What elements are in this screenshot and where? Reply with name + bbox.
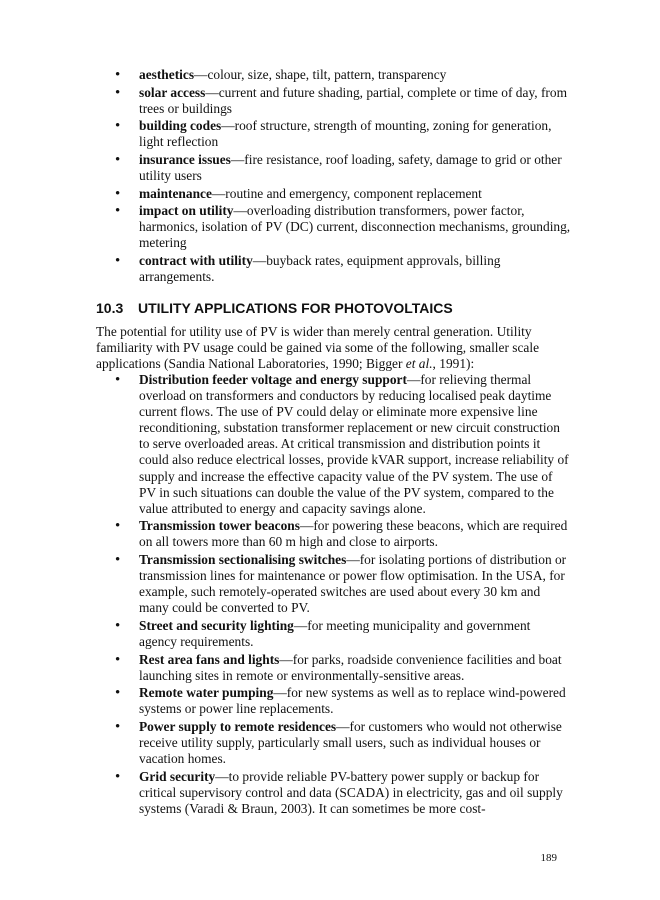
- list-item: [96, 552, 571, 616]
- list-item-term: Street and security lighting: [139, 617, 294, 633]
- intro-text-end: , 1991):: [432, 356, 475, 372]
- list-item-term: Remote water pumping: [139, 685, 274, 701]
- list-item: [96, 618, 571, 650]
- list-item-term: Power supply to remote residences: [139, 718, 337, 734]
- list-item-term: solar access: [139, 84, 206, 100]
- list-item-text: —for meeting municipality and government agency requirements.: [139, 617, 531, 649]
- list-item-text: —for isolating portions of distribution or transmission lines for maintenance or power flow optimisation. In the USA, for example, such remotely-operated switches are used about every 30 km and many could be converted to PV.: [139, 552, 567, 616]
- list-item-text: —for customers who would not otherwise receive utility supply, particularly small users, such as individual houses or vacation homes.: [139, 718, 562, 767]
- list-item-text: —to provide reliable PV-battery power supply or backup for critical supervisory control and data (SCADA) in electricity, gas and oil supply systems (Varadi & Braun, 2003). It can sometimes be more cost-: [139, 768, 563, 816]
- list-item-term: Transmission sectionalising switches: [139, 552, 347, 568]
- list-item-text: —current and future shading, partial, complete or time of day, from trees or buildings: [139, 84, 567, 116]
- list-item: [96, 203, 571, 251]
- list-item-text: —for relieving thermal overload on transformers and conductors by reducing localised peak daytime current flows. The use of PV could delay or eliminate more expensive line reconditioning, substation transformer replacement or new circuit construction to serve overloaded areas. At critical transmission and distribution points it could also reduce electrical losses, provide kVAR support, increase reliability of supply and increase the effective capacity value of the PV system. The use of PV in such situations can double the value of the PV system, compared to the value attributed to energy and capacity savings alone.: [139, 372, 569, 516]
- list-item: [96, 685, 571, 717]
- list-item-text: —overloading distribution transformers, power factor, harmonics, isolation of PV (DC) current, disconnection mechanisms, grounding, metering: [139, 203, 571, 251]
- list-item: [96, 372, 571, 517]
- list-item: [96, 152, 571, 184]
- intro-text: The potential for utility use of PV is wider than merely central generation. Utility familiarity with PV usage could be gained via some of the following, smaller scale applications (Sandia National Laboratories, 1990; Bigger: [96, 324, 540, 372]
- list-item: [96, 118, 571, 150]
- list-item: [96, 186, 571, 202]
- list-item-term: insurance issues: [139, 151, 231, 167]
- list-item-text: —for parks, roadside convenience facilities and boat launching sites in remote or environmentally-sensitive areas.: [139, 651, 562, 683]
- page-number: 189: [540, 852, 557, 864]
- list-item-term: building codes: [139, 118, 222, 134]
- list-item-text: —buyback rates, equipment approvals, billing arrangements.: [139, 253, 501, 285]
- list-item: [96, 769, 571, 817]
- list-item-text: —routine and emergency, component replacement: [211, 185, 482, 201]
- intro-paragraph: [96, 324, 571, 372]
- list-item-text: —roof structure, strength of mounting, zoning for generation, light reflection: [139, 118, 552, 150]
- utility-applications-list: [96, 372, 571, 819]
- list-item-text: —for powering these beacons, which are required on all towers more than 60 m high and close to airports.: [139, 518, 568, 550]
- section-number: 10.3: [96, 300, 124, 316]
- section-title: UTILITY APPLICATIONS FOR PHOTOVOLTAICS: [138, 300, 453, 316]
- list-item-term: Transmission tower beacons: [139, 518, 300, 534]
- section-heading: [96, 300, 576, 317]
- list-item-term: Grid security: [139, 768, 216, 784]
- list-item-term: contract with utility: [139, 253, 253, 269]
- list-item: [96, 719, 571, 767]
- list-item: [96, 67, 571, 83]
- list-item: [96, 652, 571, 684]
- list-item-text: —for new systems as well as to replace wind-powered systems or power line replacements.: [139, 685, 566, 717]
- list-item: [96, 253, 571, 285]
- intro-italic-text: et al.: [405, 356, 433, 372]
- list-item-term: maintenance: [139, 185, 212, 201]
- list-item: [96, 85, 571, 117]
- list-item: [96, 518, 571, 550]
- list-item-text: —colour, size, shape, tilt, pattern, transparency: [194, 67, 447, 82]
- list-item-term: Rest area fans and lights: [139, 651, 280, 667]
- design-considerations-list: [96, 67, 571, 287]
- list-item-term: aesthetics: [139, 67, 195, 82]
- list-item-term: Distribution feeder voltage and energy support: [139, 372, 407, 387]
- list-item-term: impact on utility: [139, 203, 234, 219]
- list-item-text: —fire resistance, roof loading, safety, damage to grid or other utility users: [139, 151, 562, 184]
